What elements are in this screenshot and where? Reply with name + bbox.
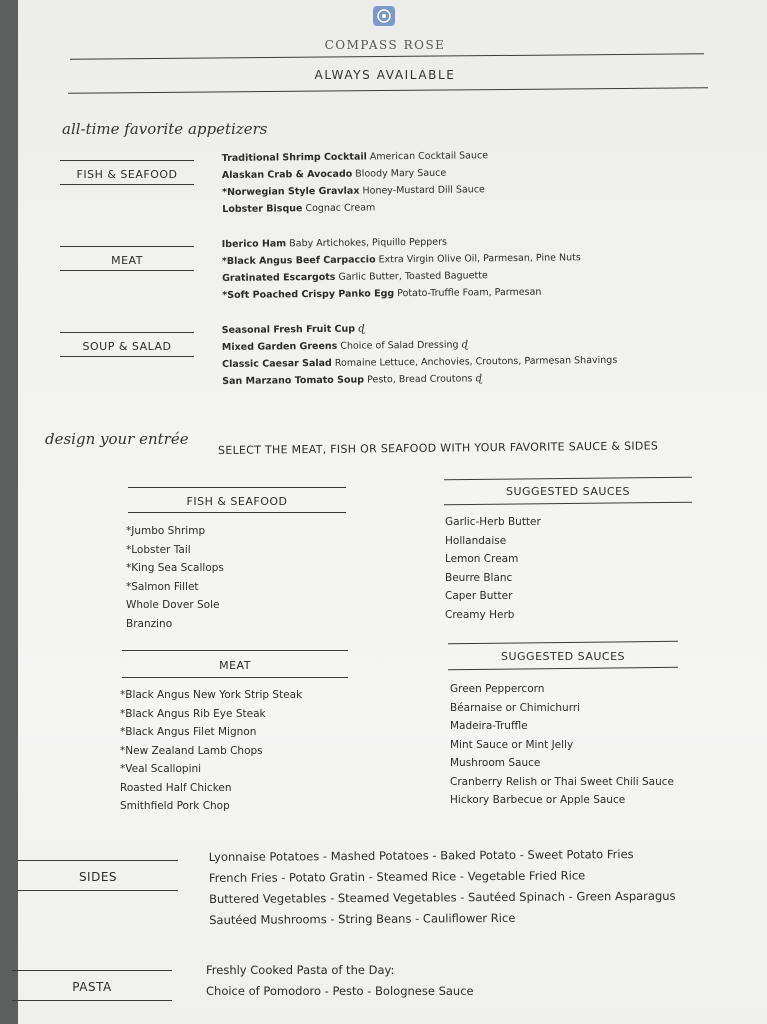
pasta-list (206, 960, 474, 1002)
appetizer-group-label: MEAT (111, 254, 143, 267)
sauce-item: Mint Sauce or Mint Jelly (450, 738, 574, 751)
sauce-item: Caper Butter (445, 590, 513, 602)
appetizer-name: Mixed Garden Greens (221, 340, 338, 354)
brand-name: COMPASS ROSE (324, 38, 446, 52)
fish-item: *Lobster Tail (126, 543, 191, 556)
meat-list (120, 686, 302, 816)
appetizer-description: Potato-Truffle Foam, Parmesan (394, 286, 542, 300)
divider (60, 270, 194, 271)
sides-line: Buttered Vegetables - Steamed Vegetables - Sautéed Spinach - Green Asparagus (209, 888, 676, 906)
section-title: ALWAYS AVAILABLE (314, 68, 456, 82)
fish-item: Whole Dover Sole (126, 599, 220, 611)
divider (18, 890, 178, 891)
meat-item: *Black Angus New York Strip Steak (120, 689, 303, 701)
appetizer-description: Extra Virgin Olive Oil, Parmesan, Pine Nuts (375, 252, 581, 266)
sauce-item: Madeira-Truffle (450, 720, 528, 732)
appetizer-item (222, 198, 489, 218)
fish-item: *King Sea Scallops (126, 562, 224, 574)
vegetarian-icon: ɖ (358, 323, 365, 335)
meat-sauces-label: SUGGESTED SAUCES (500, 650, 626, 663)
meat-item: Roasted Half Chicken (120, 781, 232, 794)
divider (12, 970, 172, 971)
fish-seafood-list (126, 522, 224, 633)
fish-item: *Salmon Fillet (126, 580, 199, 593)
divider (128, 512, 346, 513)
appetizer-items (222, 147, 489, 218)
appetizer-name: *Black Angus Beef Carpaccio (221, 254, 376, 268)
divider (128, 487, 346, 488)
meat-sauces-list (450, 680, 674, 810)
pasta-label: PASTA (72, 980, 112, 994)
appetizer-description: Garlic Butter, Toasted Baguette (335, 270, 488, 283)
sauce-item: Hickory Barbecue or Apple Sauce (450, 794, 626, 806)
appetizer-group-label: FISH & SEAFOOD (76, 168, 178, 181)
divider (12, 1000, 172, 1001)
divider (60, 184, 194, 185)
appetizer-name: Iberico Ham (221, 238, 287, 251)
appetizer-name: Classic Caesar Salad (222, 357, 332, 370)
appetizer-description: Cognac Cream (302, 202, 376, 215)
appetizer-description: Honey-Mustard Dill Sauce (359, 184, 485, 197)
sides-label: SIDES (78, 870, 118, 884)
appetizer-name: *Soft Poached Crispy Panko Egg (222, 288, 395, 301)
divider (60, 356, 194, 357)
sauce-item: Lemon Cream (445, 553, 519, 565)
divider (60, 160, 194, 161)
compass-rose-logo-icon (370, 4, 398, 28)
divider (18, 860, 178, 861)
appetizer-item (222, 147, 489, 167)
appetizer-name: Seasonal Fresh Fruit Cup (221, 323, 356, 337)
meat-item: *Black Angus Rib Eye Steak (120, 707, 266, 720)
meat-item: *Veal Scallopini (120, 763, 202, 775)
appetizer-name: Gratinated Escargots (222, 271, 336, 284)
sauce-item: Béarnaise or Chimichurri (450, 701, 581, 714)
appetizer-name: San Marzano Tomato Soup (222, 374, 365, 387)
appetizer-name: Traditional Shrimp Cocktail (221, 151, 367, 165)
appetizer-description: Pesto, Bread Croutons (363, 373, 476, 386)
divider (122, 677, 348, 678)
sides-line: Lyonnaise Potatoes - Mashed Potatoes - Baked Potato - Sweet Potato Fries (208, 847, 634, 865)
meat-item: *Black Angus Filet Mignon (120, 726, 257, 738)
sauce-item: Hollandaise (445, 534, 507, 547)
appetizer-name: Alaskan Crab & Avocado (221, 168, 353, 182)
appetizer-items (222, 318, 618, 390)
fish-sauces-list (445, 513, 541, 624)
meat-item: Smithfield Pork Chop (120, 800, 230, 812)
divider (60, 246, 194, 247)
appetizer-description: Choice of Salad Dressing (337, 339, 462, 352)
entree-heading: design your entrée (45, 430, 189, 448)
meat-label: MEAT (219, 659, 251, 672)
appetizers-heading: all-time favorite appetizers (62, 120, 268, 138)
sauce-item: Beurre Blanc (445, 571, 513, 584)
fish-seafood-label: FISH & SEAFOOD (186, 495, 288, 508)
sauce-item: Creamy Herb (445, 608, 515, 621)
pasta-line: Freshly Cooked Pasta of the Day: (206, 963, 395, 977)
sauce-item: Mushroom Sauce (450, 757, 541, 769)
appetizer-group-label: SOUP & SALAD (82, 340, 172, 353)
sauce-item: Cranberry Relish or Thai Sweet Chili Sauce (450, 775, 674, 788)
vegetarian-icon: ɖ (461, 339, 469, 351)
appetizer-items (222, 232, 582, 304)
entree-instruction: SELECT THE MEAT, FISH OR SEAFOOD WITH YOUR FAVORITE SAUCE & SIDES (217, 439, 659, 457)
sauce-item: Garlic-Herb Butter (445, 516, 541, 528)
sides-line: French Fries - Potato Gratin - Steamed Rice - Vegetable Fried Rice (208, 868, 586, 886)
appetizer-description: Romaine Lettuce, Anchovies, Croutons, Parmesan Shavings (331, 354, 618, 369)
divider (60, 332, 194, 333)
sauce-item: Green Peppercorn (450, 683, 545, 695)
fish-sauces-label: SUGGESTED SAUCES (505, 485, 631, 498)
fish-item: Branzino (126, 617, 173, 630)
appetizer-item (222, 181, 489, 201)
pasta-line: Choice of Pomodoro - Pesto - Bolognese Sauce (206, 984, 474, 998)
meat-item: *New Zealand Lamb Chops (120, 744, 263, 757)
vegetarian-icon: ɖ (475, 373, 482, 385)
sides-list (209, 844, 676, 931)
divider (122, 650, 348, 651)
appetizer-description: American Cocktail Sauce (366, 150, 489, 163)
appetizer-description: Baby Artichokes, Piquillo Peppers (286, 236, 448, 250)
appetizer-description: Bloody Mary Sauce (352, 167, 447, 180)
sides-line: Sautéed Mushrooms - String Beans - Cauliflower Rice (209, 910, 516, 927)
appetizer-name: *Norwegian Style Gravlax (222, 185, 360, 198)
fish-item: *Jumbo Shrimp (126, 525, 206, 537)
appetizer-name: Lobster Bisque (222, 203, 303, 215)
